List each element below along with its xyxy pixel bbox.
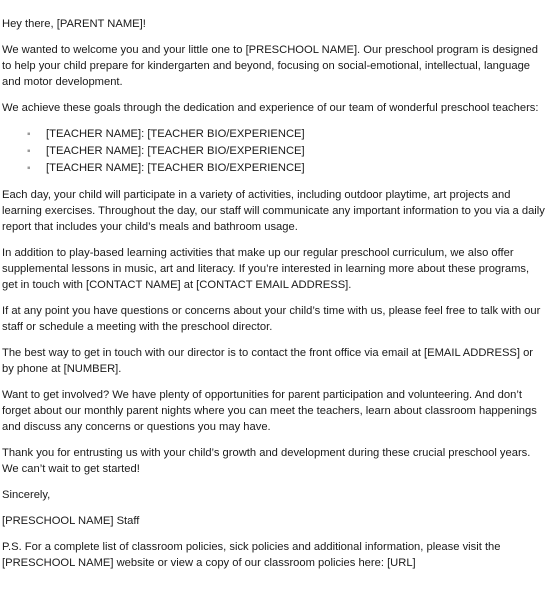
questions-paragraph: If at any point you have questions or concerns about your child’s time with us, please feel free to talk with our staff or schedule a meeting with the preschool director. bbox=[2, 305, 541, 333]
supplemental-lessons-paragraph: In addition to play-based learning activities that make up our regular preschool curriculum, we also offer supplemental lessons in music, art and literacy. If you’re interested in learning more about these programs, get in touch with [CONTACT NAME] at [CONTACT EMAIL ADDRESS]. bbox=[2, 247, 530, 291]
closing: Sincerely, bbox=[2, 489, 51, 501]
teacher-entry: [TEACHER NAME]: [TEACHER BIO/EXPERIENCE] bbox=[46, 128, 305, 140]
welcome-letter bbox=[2, 16, 546, 581]
intro-paragraph: We wanted to welcome you and your little one to [PRESCHOOL NAME]. Our preschool program is designed to help your child prepare for kindergarten and beyond, focusing on social-emotional, intellectual, language and motor development. bbox=[2, 44, 539, 88]
director-contact-paragraph: The best way to get in touch with our director is to contact the front office via email at [EMAIL ADDRESS] or by phone at [NUMBER]. bbox=[2, 347, 534, 375]
get-involved-paragraph: Want to get involved? We have plenty of opportunities for parent participation and volunteering. And don’t forget about our monthly parent nights where you can meet the teachers, learn about classroom happenings and discuss any concerns or questions you may have. bbox=[2, 389, 537, 433]
bullet-icon: ▪ bbox=[27, 129, 31, 140]
list-item bbox=[27, 160, 546, 177]
postscript-paragraph: P.S. For a complete list of classroom policies, sick policies and additional information, please visit the [PRESCHOOL NAME] website or view a copy of our classroom policies here: [URL] bbox=[2, 541, 501, 569]
signature: [PRESCHOOL NAME] Staff bbox=[2, 515, 140, 527]
list-item bbox=[27, 126, 546, 143]
teacher-entry: [TEACHER NAME]: [TEACHER BIO/EXPERIENCE] bbox=[46, 162, 305, 174]
greeting: Hey there, [PARENT NAME]! bbox=[2, 18, 146, 30]
teacher-list bbox=[2, 126, 546, 177]
bullet-icon: ▪ bbox=[27, 163, 31, 174]
goals-paragraph: We achieve these goals through the dedication and experience of our team of wonderful preschool teachers: bbox=[2, 102, 539, 114]
thank-you-paragraph: Thank you for entrusting us with your child’s growth and development during these crucial preschool years. We can’t wait to get started! bbox=[2, 447, 531, 475]
list-item bbox=[27, 143, 546, 160]
bullet-icon: ▪ bbox=[27, 146, 31, 157]
daily-activities-paragraph: Each day, your child will participate in a variety of activities, including outdoor playtime, art projects and learning exercises. Throughout the day, our staff will communicate any important information to you via a daily report that includes your child’s meals and bathroom usage. bbox=[2, 189, 545, 233]
teacher-entry: [TEACHER NAME]: [TEACHER BIO/EXPERIENCE] bbox=[46, 145, 305, 157]
